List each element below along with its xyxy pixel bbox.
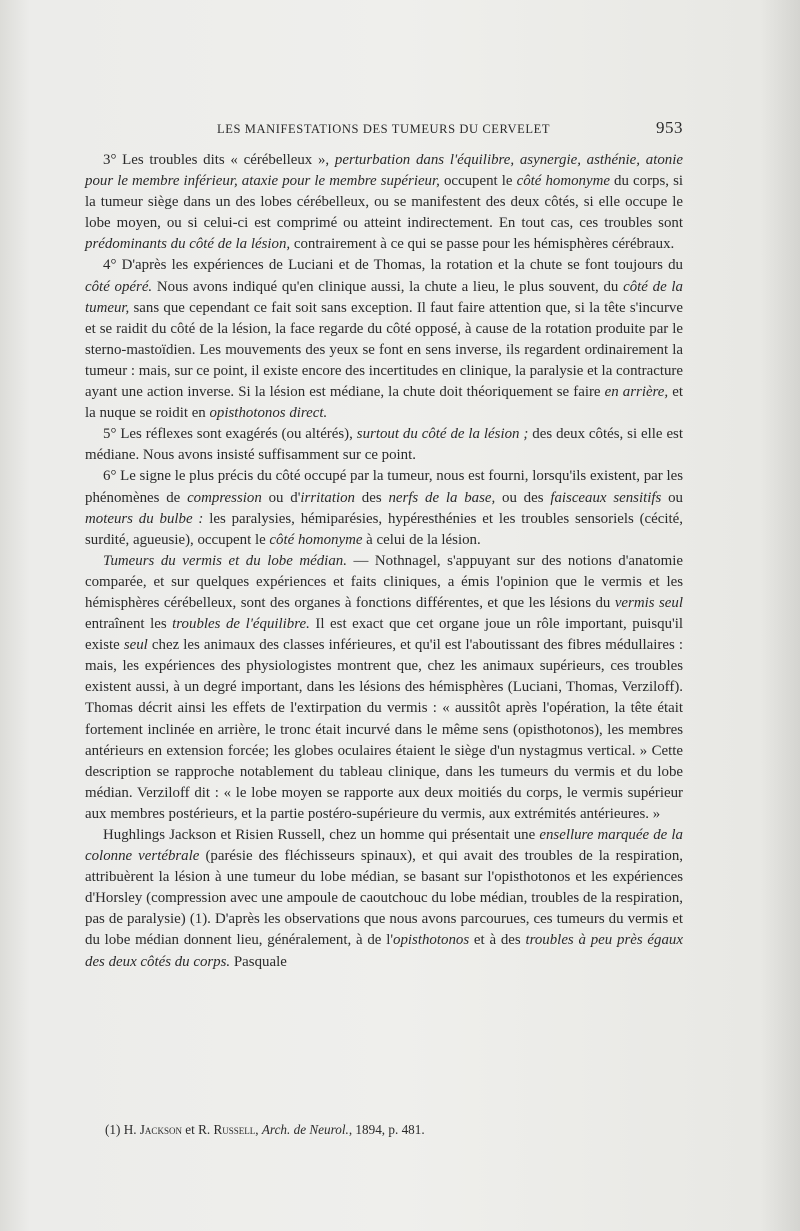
- italic-text: faisceaux sensitifs: [550, 489, 662, 506]
- italic-text: troubles à peu près égaux des deux côtés du corps.: [85, 932, 683, 970]
- italic-text: irritation: [300, 489, 356, 506]
- italic-text: côté opéré.: [85, 278, 153, 295]
- text-run: du corps, si la tumeur siège dans un des lobes cérébelleux, ou se manifestent des deux côtés, si elle occupe le lobe moyen, ou si celui-ci est comprimé ou atteint indirectement. En tout cas, ces troubles sont: [85, 173, 684, 232]
- footnote-marker: (1): [105, 1122, 124, 1137]
- italic-text: nerfs de la base,: [388, 489, 496, 506]
- footnote-journal: Arch. de Neurol.: [261, 1122, 349, 1137]
- text-run: ou: [661, 489, 684, 506]
- text-run: Il est exact que cet organe joue un rôle important, puisqu'il existe: [85, 616, 683, 654]
- paragraph-5: [85, 551, 683, 825]
- text-run: et à des: [469, 932, 526, 949]
- footnote-reference: , 1894, p. 481.: [348, 1122, 425, 1137]
- italic-text: seul: [123, 637, 148, 654]
- italic-text: moteurs du bulbe :: [85, 510, 204, 527]
- text-run: chez les animaux des classes inférieures, et qu'il est l'aboutissant des fibres médullaires : mais, les expériences des physiologistes montrent que, chez les animaux supérieurs, ces troubles existent aussi, à un degré important, dans les lésions des hémisphères (Luciani, Thomas, Verziloff). Thomas décrit ainsi les effets de l'extirpation du vermis : « aussitôt après l'opération, la tête était fortement inclinée en arrière, le tronc était incurvé dans le même sens (opisthotonos), les membres antérieurs en extension forcée; les globes oculaires étaient le siège d'un nystagmus vertical. » Cette description se rapproche notablement du tableau clinique, dans les tumeurs du vermis et du lobe médian. Verziloff dit : « le lobe moyen se rapporte aux deux moitiés du corps, le vermis supérieur aux membres postérieurs, et la partie postéro-supérieure du vermis, aux extrémités antérieures. »: [85, 637, 683, 822]
- text-run: 3° Les troubles dits « cérébelleux »,: [103, 152, 335, 168]
- text-run: les paralysies, hémiparésies, hypéresthénies et les troubles sensoriels (cécité, surdité, agueusie), occupent le: [85, 510, 683, 548]
- text-run: Nous avons indiqué qu'en clinique aussi, la chute a lieu, le plus souvent, du: [152, 278, 624, 295]
- italic-text: compression: [187, 489, 262, 506]
- paragraph-2: [85, 255, 683, 424]
- text-run: 5° Les réflexes sont exagérés (ou altérés),: [103, 426, 357, 443]
- italic-text: surtout du côté de la lésion ;: [356, 426, 529, 443]
- italic-text: ensellure marquée de la colonne vertébrale: [85, 827, 683, 865]
- italic-text: opisthotonos direct.: [209, 405, 328, 422]
- paragraph-4: [85, 466, 683, 550]
- text-run: des: [355, 489, 389, 506]
- page-header: [85, 118, 683, 142]
- text-run: 6° Le signe le plus précis du côté occupé par la tumeur, nous est fourni, lorsqu'ils existent, par les phénomènes de: [85, 468, 683, 506]
- footnote-author-jackson: H. Jackson: [123, 1122, 182, 1137]
- paragraph-3: [85, 424, 683, 466]
- italic-text: côté homonyme: [269, 531, 363, 548]
- text-run: (parésie des fléchisseurs spinaux), et qui avait des troubles de la respiration, attribuèrent la lésion à une tumeur du lobe médian, se basant sur l'opisthotonos et les expériences d'Horsley (compression avec une ampoule de caoutchouc du lobe médian, troubles de la respiration, pas de paralysie) (1). D'après les observations que nous avons parcourues, ces tumeurs du vermis et du lobe médian donnent lieu, généralement, à de l': [85, 848, 683, 949]
- text-run: — Nothnagel, s'appuyant sur des notions d'anatomie comparée, et sur quelques expériences et faits cliniques, a émis l'opinion que le vermis et les hémisphères cérébelleux, sont des organes à fonctions différentes, et que les lésions du: [85, 552, 683, 611]
- footnote-author-russell: R. Russell: [198, 1122, 256, 1137]
- italic-text: Tumeurs du vermis et du lobe médian.: [103, 552, 347, 569]
- italic-text: perturbation dans l'équilibre, asynergie, asthénie, atonie pour le membre inférieur, ataxie pour le membre supérieur,: [85, 152, 683, 190]
- footnote-conjunction: et: [181, 1122, 199, 1137]
- footnote-separator: ,: [255, 1122, 262, 1137]
- text-run: à celui de la lésion.: [362, 531, 481, 548]
- italic-text: opisthotonos: [393, 932, 470, 949]
- text-run: ou des: [495, 489, 551, 506]
- italic-text: côté de la tumeur,: [85, 278, 683, 316]
- text-run: Hughlings Jackson et Risien Russell, chez un homme qui présentait une: [103, 827, 540, 843]
- italic-text: vermis seul: [614, 594, 683, 611]
- text-run: occupent le: [439, 173, 517, 190]
- text-run: Pasquale: [230, 953, 287, 970]
- footnote: [105, 1121, 685, 1139]
- body-text: [85, 150, 683, 973]
- text-run: contrairement à ce qui se passe pour les hémisphères cérébraux.: [290, 236, 675, 253]
- italic-text: côté homonyme: [516, 173, 610, 190]
- page-number: 953: [656, 118, 683, 137]
- running-title: LES MANIFESTATIONS DES TUMEURS DU CERVELET: [217, 122, 551, 136]
- italic-text: troubles de l'équilibre.: [172, 616, 310, 633]
- text-run: entraînent les: [85, 616, 173, 633]
- text-run: 4° D'après les expériences de Luciani et de Thomas, la rotation et la chute se font toujours du: [103, 257, 683, 274]
- paragraph-1: [85, 150, 683, 255]
- italic-text: prédominants du côté de la lésion,: [85, 236, 291, 253]
- text-run: et la nuque se roidit en: [85, 384, 683, 422]
- italic-text: en arrière,: [604, 384, 669, 401]
- paragraph-6: [85, 825, 683, 973]
- text-run: sans que cependant ce fait soit sans exception. Il faut faire attention que, si la tête s'incurve et se raidit du côté de la lésion, la face regarde du côté opposé, à cause de la rotation produite par le sterno-mastoïdien. Les mouvements des yeux se font en sens inverse, ils regardent ordinairement la tumeur : mais, sur ce point, il existe encore des incertitudes en clinique, la paralysie et la contracture ayant une action inverse. Si la lésion est médiane, la chute doit théoriquement se faire: [85, 299, 683, 401]
- text-run: des deux côtés, si elle est médiane. Nous avons insisté suffisamment sur ce point.: [85, 426, 683, 464]
- text-run: ou d': [261, 489, 301, 506]
